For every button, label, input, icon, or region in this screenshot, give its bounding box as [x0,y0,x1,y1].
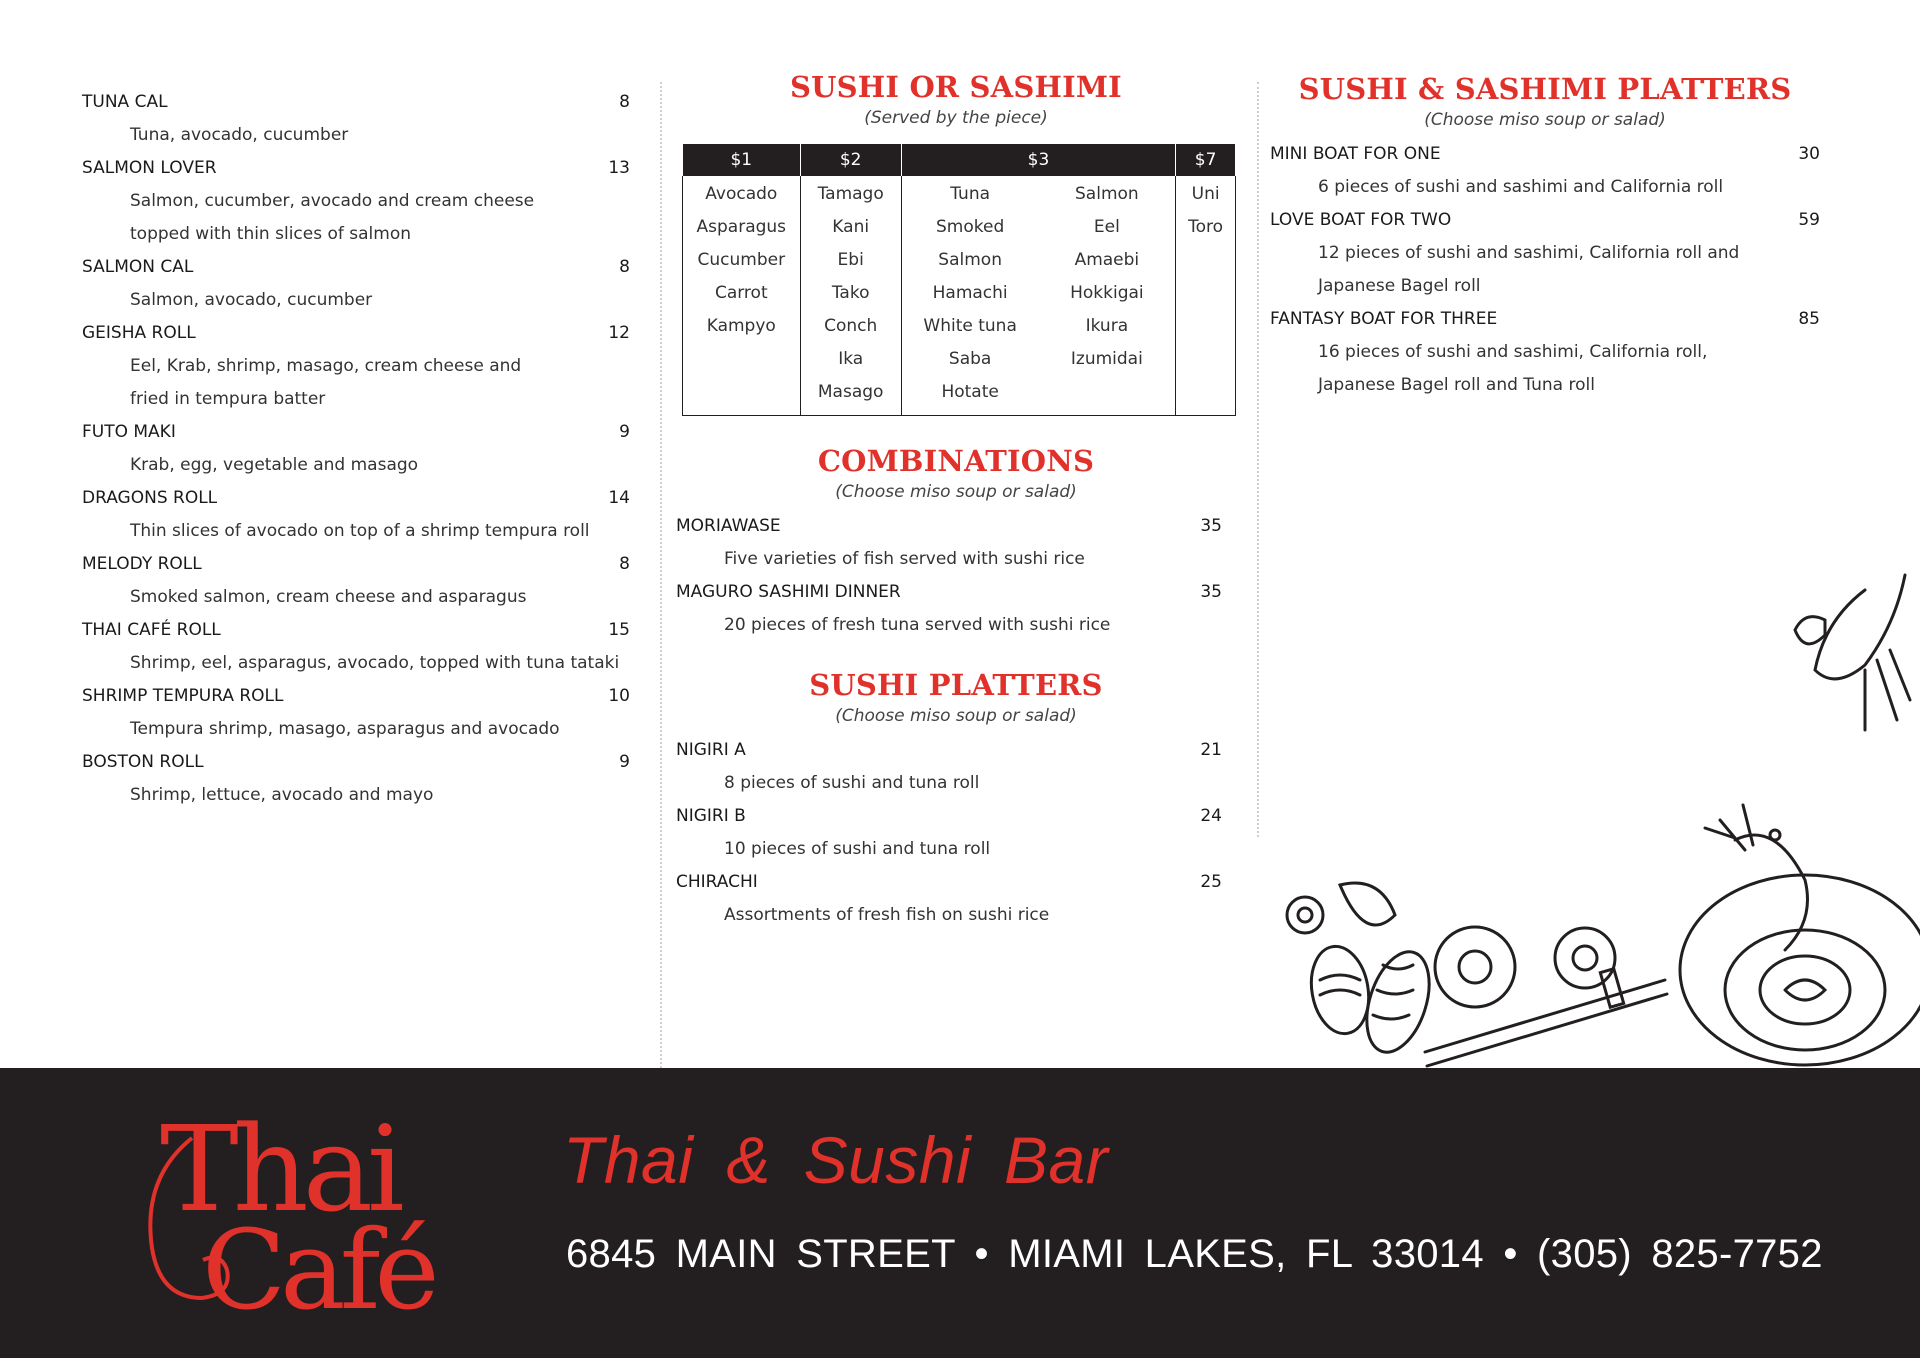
price-header-3: $3 [901,144,1175,176]
menu-item [82,482,630,515]
item-price: 9 [619,752,630,772]
price-table-item: Kani [832,217,870,237]
item-name: MAGURO SASHIMI DINNER [676,582,901,602]
price-table-item: Tuna [950,184,991,204]
item-price: 30 [1798,144,1820,164]
item-name: LOVE BOAT FOR TWO [1270,210,1452,230]
item-price: 35 [1200,582,1222,602]
menu-item [1270,303,1820,336]
item-name: SALMON CAL [82,257,194,277]
item-description: Five varieties of fish served with sushi rice [724,549,1085,569]
menu-item [82,86,630,119]
item-description: 20 pieces of fresh tuna served with sushi rice [724,615,1111,635]
item-description: Shrimp, eel, asparagus, avocado, topped with tuna tataki [130,653,620,673]
menu-item [676,800,1222,833]
item-name: GEISHA ROLL [82,323,196,343]
item-description: 10 pieces of sushi and tuna roll [724,839,991,859]
price-table-item: Carrot [714,283,768,303]
item-price: 24 [1200,806,1222,826]
item-name: FUTO MAKI [82,422,176,442]
price-header-1: $1 [683,144,801,176]
price-table-item: Tamago [817,184,884,204]
price-table-item: Conch [824,316,878,336]
price-table-item: Hamachi [932,283,1008,303]
tagline: Thai & Sushi Bar [563,1123,1109,1197]
item-name: SALMON LOVER [82,158,217,178]
menu-item [82,614,630,647]
menu-item [82,548,630,581]
item-name: BOSTON ROLL [82,752,204,772]
item-description: Tempura shrimp, masago, asparagus and avocado [130,719,560,739]
item-name: CHIRACHI [676,872,758,892]
sushi-platters-subtitle: (Choose miso soup or salad) [835,706,1077,726]
rolls-list [82,86,630,812]
menu-item [676,510,1222,543]
menu-item [82,317,630,350]
price-table-item: Amaebi [1074,250,1140,270]
item-description: 16 pieces of sushi and sashimi, California roll, Japanese Bagel roll and Tuna roll [1318,342,1708,395]
menu-item [676,734,1222,767]
price-table-item: Avocado [705,184,778,204]
item-description: 6 pieces of sushi and sashimi and California roll [1318,177,1724,197]
item-price: 8 [619,554,630,574]
combinations-subtitle: (Choose miso soup or salad) [835,482,1077,502]
item-name: DRAGONS ROLL [82,488,218,508]
price-table-item: Asparagus [696,217,787,237]
price-col-3a [902,178,1039,409]
item-price: 21 [1200,740,1222,760]
price-col-4 [1176,176,1236,416]
item-name: NIGIRI B [676,806,746,826]
menu-item [82,251,630,284]
item-price: 9 [619,422,630,442]
item-description: Eel, Krab, shrimp, masago, cream cheese and fried in tempura batter [130,356,522,409]
item-price: 59 [1798,210,1820,230]
middle-column [676,70,1236,1138]
price-table-item: Ebi [837,250,864,270]
menu-item [82,746,630,779]
item-description: Thin slices of avocado on top of a shrimp tempura roll [130,521,590,541]
item-name: THAI CAFÉ ROLL [82,620,221,640]
price-table-item: Uni [1191,184,1220,204]
price-table-item: Masago [817,382,884,402]
menu-item [82,152,630,185]
price-table-item: Hotate [941,382,999,402]
price-table-item: Smoked Salmon [936,217,1005,270]
item-price: 8 [619,92,630,112]
sushi-sashimi-title: SUSHI OR SASHIMI [790,70,1122,104]
item-name: MINI BOAT FOR ONE [1270,144,1441,164]
item-description: Salmon, cucumber, avocado and cream cheese topped with thin slices of salmon [130,191,535,244]
price-table-item: Toro [1188,217,1224,237]
menu-item [676,866,1222,899]
item-name: FANTASY BOAT FOR THREE [1270,309,1498,329]
item-name: MORIAWASE [676,516,781,536]
item-price: 13 [608,158,630,178]
menu-item [676,576,1222,609]
menu-item [1270,138,1820,171]
price-table-item: Ikura [1085,316,1129,336]
address: 6845 MAIN STREET • MIAMI LAKES, FL 33014 • (305) 825-7752 [566,1232,1823,1276]
price-table-item: Hokkigai [1070,283,1144,303]
sushi-sashimi-subtitle: (Served by the piece) [864,108,1048,128]
price-table-item: Salmon [1075,184,1139,204]
price-header-4: $7 [1176,144,1236,176]
price-col-2 [800,176,901,416]
item-price: 14 [608,488,630,508]
column-divider [660,82,662,1068]
menu-item [82,680,630,713]
logo-line2: Café [202,1206,434,1323]
menu-item [1270,204,1820,237]
price-table-item: Izumidai [1070,349,1143,369]
item-description: Smoked salmon, cream cheese and asparagus [130,587,527,607]
platters-subtitle: (Choose miso soup or salad) [1424,110,1666,130]
item-price: 15 [608,620,630,640]
sushi-price-table [682,144,1236,416]
item-description: Shrimp, lettuce, avocado and mayo [130,785,434,805]
column-divider [1257,82,1259,837]
thai-cafe-logo [140,1098,450,1323]
price-table-item: Ika [838,349,864,369]
combinations-list [676,510,1236,642]
item-name: TUNA CAL [82,92,168,112]
item-price: 25 [1200,872,1222,892]
price-table-item: Cucumber [697,250,786,270]
item-name: MELODY ROLL [82,554,202,574]
price-col-1 [683,176,801,416]
item-description: Salmon, avocado, cucumber [130,290,373,310]
footer [0,1068,1920,1358]
item-description: Assortments of fresh fish on sushi rice [724,905,1050,925]
item-description: Tuna, avocado, cucumber [130,125,349,145]
price-col-3 [901,176,1175,416]
sushi-illustration [1265,570,1920,1068]
item-price: 8 [619,257,630,277]
price-table-item: Eel [1093,217,1120,237]
item-price: 10 [608,686,630,706]
price-table-item: Tako [831,283,870,303]
item-description: 8 pieces of sushi and tuna roll [724,773,980,793]
rolls-column [82,86,630,1154]
price-col-3b [1039,178,1176,409]
platters-title: SUSHI & SASHIMI PLATTERS [1298,72,1792,106]
combinations-title: COMBINATIONS [817,444,1095,478]
price-table-item: Saba [948,349,992,369]
sushi-platters-title: SUSHI PLATTERS [809,668,1103,702]
menu-item [82,416,630,449]
platters-list [1270,138,1820,402]
sushi-platters-list [676,734,1236,932]
price-header-2: $2 [800,144,901,176]
item-name: SHRIMP TEMPURA ROLL [82,686,284,706]
logo-line1: Thai [160,1100,399,1238]
item-description: 12 pieces of sushi and sashimi, California roll and Japanese Bagel roll [1318,243,1740,296]
item-name: NIGIRI A [676,740,746,760]
price-table-item: White tuna [923,316,1017,336]
item-price: 35 [1200,516,1222,536]
item-description: Krab, egg, vegetable and masago [130,455,419,475]
item-price: 12 [608,323,630,343]
price-table-item: Kampyo [706,316,776,336]
item-price: 85 [1798,309,1820,329]
